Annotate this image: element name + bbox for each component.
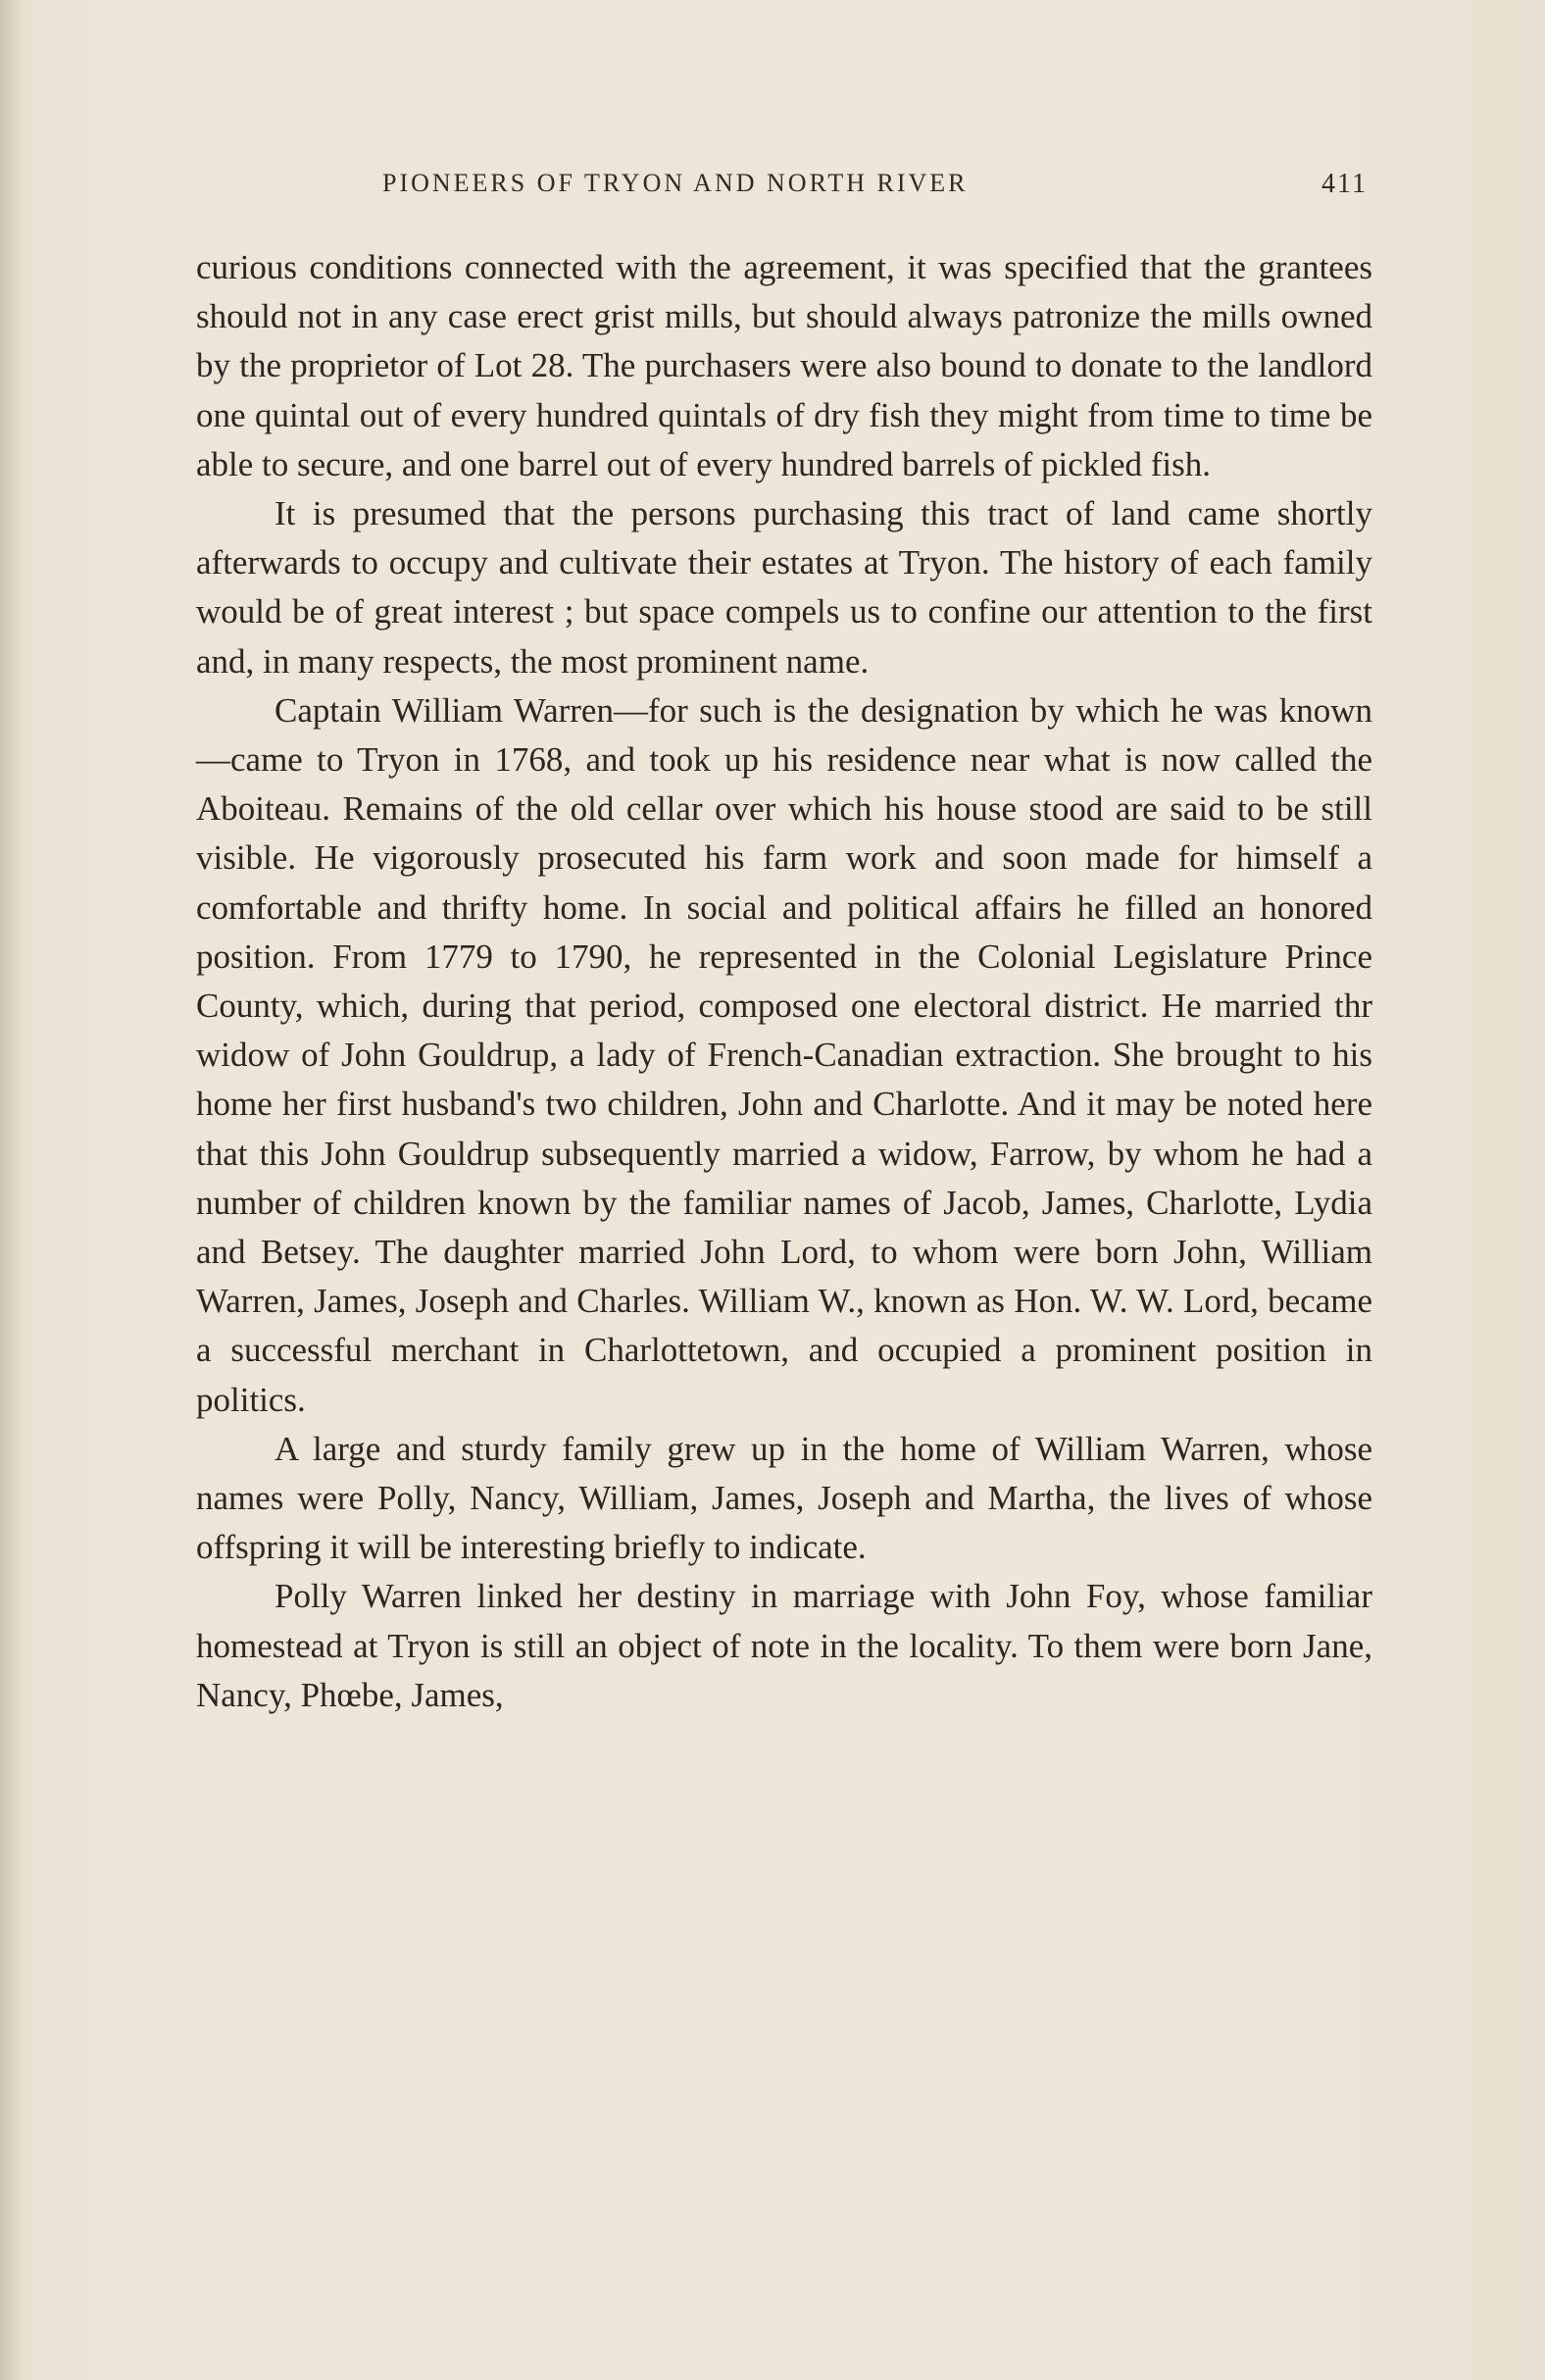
paragraph: Captain William Warren—for such is the designation by which he was known—came to Tryon in 1768, and took up his residence near what is now called the Aboiteau. Remains of the old cellar over which his house stood are said to be still visible. He vigorously prosecuted his farm work and soon made for himself a comfortable and thrifty home. In social and political affairs he filled an honored position. From 1779 to 1790, he represented in the Colonial Legislature Prince County, which, during that period, composed one electoral district. He married thr widow of John Gouldrup, a lady of French-Canadian extraction. She brought to his home her first husband's two children, John and Charlotte. And it may be noted here that this John Gouldrup subsequently married a widow, Farrow, by whom he had a number of children known by the familiar names of Jacob, James, Charlotte, Lydia and Betsey. The daughter married John Lord, to whom were born John, William Warren, James, Joseph and Charles. William W., known as Hon. W. W. Lord, became a successful merchant in Charlottetown, and occupied a prominent position in politics. xyxy=(196,690,1372,1419)
paragraph: It is presumed that the persons purchasing this tract of land came shortly afterwards to occupy and cultivate their estates at Tryon. The history of each family would be of great interest ; but space compels us to confine our attention to the first and, in many respects, the most prominent name. xyxy=(196,494,1372,681)
paragraph: Polly Warren linked her destiny in marriage with John Foy, whose familiar homestead at Tryon is still an object of note in the locality. To them were born Jane, Nancy, Phœbe, James, xyxy=(196,1577,1372,1714)
paragraph: A large and sturdy family grew up in the home of William Warren, whose names were Polly, Nancy, William, James, Joseph and Martha, the lives of whose offspring it will be interesting briefly to indicate. xyxy=(196,1429,1372,1567)
body-text xyxy=(196,243,1372,1720)
running-title: PIONEERS OF TRYON AND NORTH RIVER xyxy=(382,169,969,197)
page-gutter xyxy=(0,0,22,2380)
page-number: 411 xyxy=(1321,169,1368,199)
paragraph-continuation: curious conditions connected with the agreement, it was specified that the grantees should not in any case erect grist mills, but should always patronize the mills owned by the proprietor of Lot 28. The purchasers were also bound to donate to the landlord one quintal out of every hundred quintals of dry fish they might from time to time be able to secure, and one barrel out of every hundred barrels of pickled fish. xyxy=(196,248,1372,483)
running-head xyxy=(191,169,1368,208)
